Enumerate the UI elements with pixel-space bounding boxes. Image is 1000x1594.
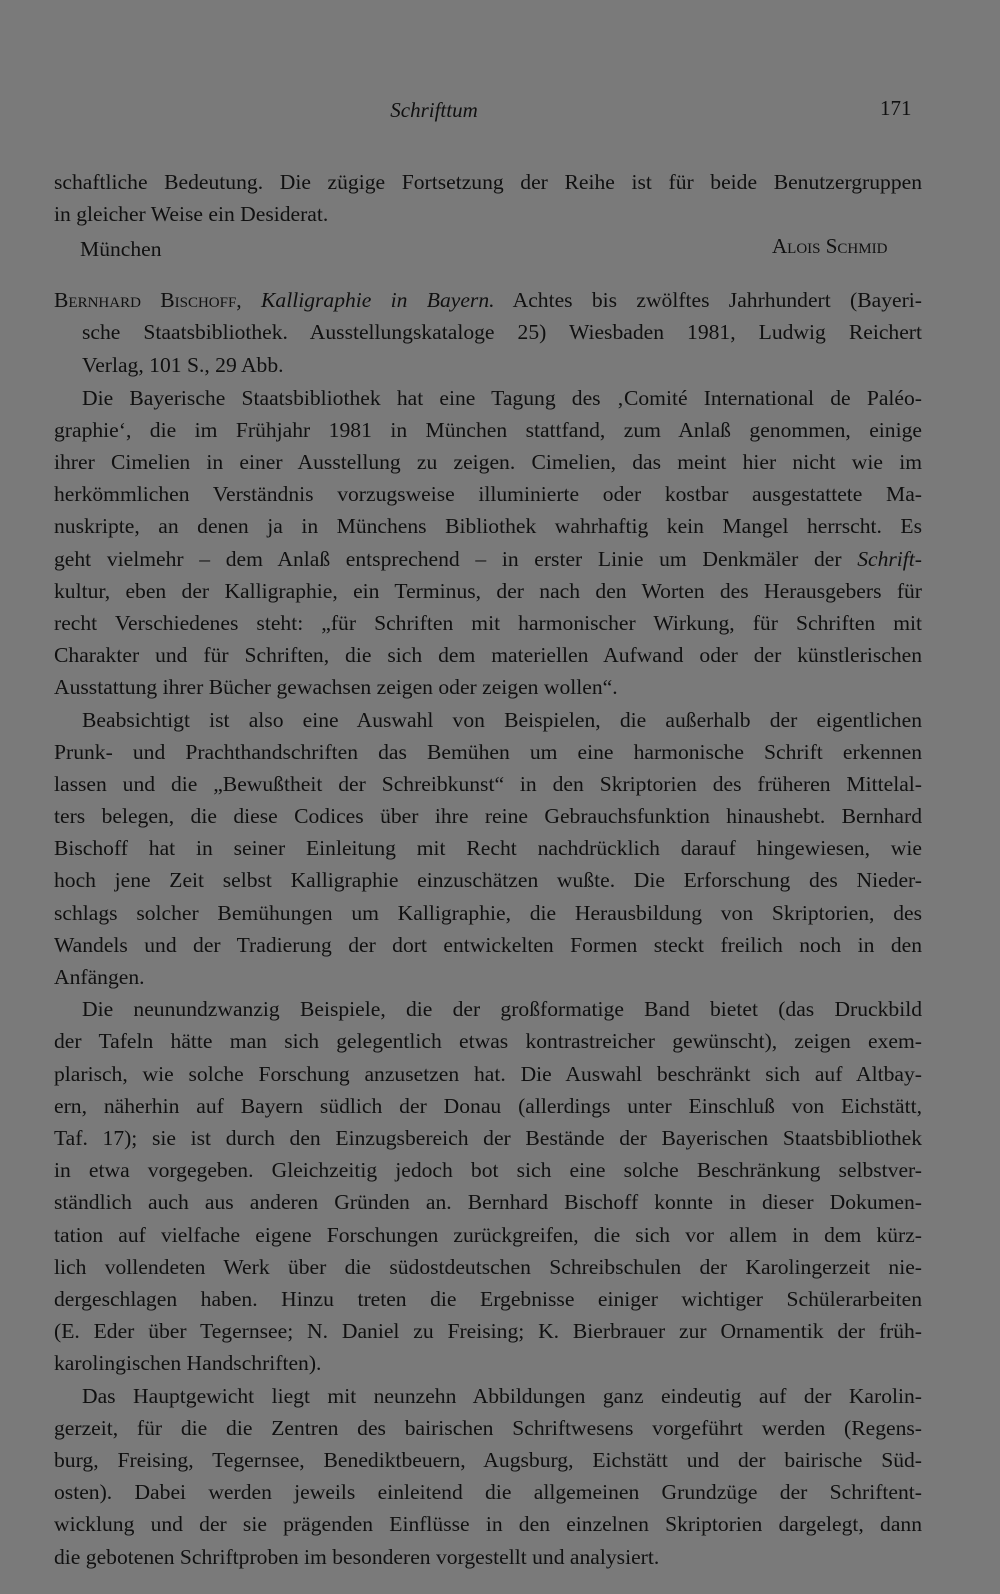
text-line: in etwa vorgegeben. Gleichzeitig jedoch bot sich eine solche Beschränkung selbstver- bbox=[54, 1158, 922, 1182]
text-line: gerzeit, für die die Zentren des bairischen Schriftwesens vorgeführt werden (Regens- bbox=[54, 1416, 922, 1440]
text-line: burg, Freising, Tegernsee, Benediktbeuern, Augsburg, Eichstätt und der bairische Süd- bbox=[54, 1448, 922, 1472]
italic-word: Schrift- bbox=[857, 547, 922, 571]
text-line: der Tafeln hätte man sich gelegentlich etwas kontrastreicher gewünscht), zeigen exem- bbox=[54, 1029, 922, 1053]
text-line: Wandels und der Tradierung der dort entwickelten Formen steckt freilich noch in den bbox=[54, 933, 922, 957]
text-line bbox=[54, 549, 922, 571]
reviewer-name: Alois Schmid bbox=[772, 234, 888, 258]
text-line: lassen und die „Bewußtheit der Schreibkunst“ in den Skriptorien des früheren Mittelal- bbox=[54, 772, 922, 796]
text-line: plarisch, wie solche Forschung anzusetzen hat. Die Auswahl beschränkt sich auf Altbay- bbox=[54, 1062, 922, 1086]
text-line: graphie‘, die im Frühjahr 1981 in München stattfand, zum Anlaß genommen, einige bbox=[54, 418, 922, 442]
citation-line: sche Staatsbibliothek. Ausstellungskataloge 25) Wiesbaden 1981, Ludwig Reichert bbox=[82, 320, 922, 344]
text-line: nuskripte, an denen ja in Münchens Bibliothek wahrhaftig kein Mangel herrscht. Es bbox=[54, 514, 922, 538]
citation-subtitle: Achtes bis zwölftes Jahrhundert (Bayeri- bbox=[494, 288, 922, 312]
text-line: hoch jene Zeit selbst Kalligraphie einzuschätzen wußte. Die Erforschung des Nieder- bbox=[54, 868, 922, 892]
text-span: geht vielmehr – dem Anlaß entsprechend – in erster Linie um Denkmäler der bbox=[54, 547, 858, 571]
text-line: herkömmlichen Verständnis vorzugsweise illuminierte oder kostbar ausgestattete Ma- bbox=[54, 482, 922, 506]
text-line: Anfängen. bbox=[54, 965, 145, 989]
text-line: Taf. 17); sie ist durch den Einzugsbereich der Bestände der Bayerischen Staatsbibliothek bbox=[54, 1126, 922, 1150]
text-line: karolingischen Handschriften). bbox=[54, 1351, 322, 1375]
text-line: Charakter und für Schriften, die sich dem materiellen Aufwand oder der künstlerischen bbox=[54, 643, 922, 667]
text-line: wicklung und der sie prägenden Einflüsse in den einzelnen Skriptorien dargelegt, dann bbox=[54, 1512, 922, 1536]
text-line: Beabsichtigt ist also eine Auswahl von Beispielen, die außerhalb der eigentlichen bbox=[82, 708, 922, 732]
text-line: Das Hauptgewicht liegt mit neunzehn Abbildungen ganz eindeutig auf der Karolin- bbox=[82, 1384, 922, 1408]
text-line: recht Verschiedenes steht: „für Schriften mit harmonischer Wirkung, für Schriften mit bbox=[54, 611, 922, 635]
text-line: in gleicher Weise ein Desiderat. bbox=[54, 202, 329, 226]
text-line: Bischoff hat in seiner Einleitung mit Recht nachdrücklich darauf hingewiesen, wie bbox=[54, 836, 922, 860]
text-line: die gebotenen Schriftproben im besonderen vorgestellt und analysiert. bbox=[54, 1545, 660, 1569]
text-line: Die neunundzwanzig Beispiele, die der großformatige Band bietet (das Druckbild bbox=[82, 997, 922, 1021]
page-number: 171 bbox=[880, 96, 912, 120]
text-line: Ausstattung ihrer Bücher gewachsen zeigen oder zeigen wollen“. bbox=[54, 675, 618, 699]
text-line: ständlich auch aus anderen Gründen an. Bernhard Bischoff konnte in dieser Dokumen- bbox=[54, 1190, 922, 1214]
text-line: ters belegen, die diese Codices über ihre reine Gebrauchsfunktion hinaushebt. Bernhard bbox=[54, 804, 922, 828]
running-head: Schrifttum bbox=[390, 98, 478, 122]
text-line: kultur, eben der Kalligraphie, ein Terminus, der nach den Worten des Herausgebers für bbox=[54, 579, 922, 603]
text-line: (E. Eder über Tegernsee; N. Daniel zu Freising; K. Bierbrauer zur Ornamentik der früh- bbox=[54, 1319, 922, 1343]
citation-line: Verlag, 101 S., 29 Abb. bbox=[82, 353, 284, 377]
citation-author: Bernhard Bischoff, bbox=[54, 288, 242, 312]
text-line: dergeschlagen haben. Hinzu treten die Ergebnisse einiger wichtiger Schülerarbeiten bbox=[54, 1287, 922, 1311]
text-line: schlags solcher Bemühungen um Kalligraphie, die Herausbildung von Skriptorien, des bbox=[54, 901, 922, 925]
text-line: schaftliche Bedeutung. Die zügige Fortsetzung der Reihe ist für beide Benutzergruppen bbox=[54, 170, 922, 194]
text-line: lich vollendeten Werk über die südostdeutschen Schreibschulen der Karolingerzeit nie- bbox=[54, 1255, 922, 1279]
review-place: München bbox=[80, 237, 162, 261]
citation-title: Kalligraphie in Bayern. bbox=[261, 288, 495, 312]
text-line: ern, näherhin auf Bayern südlich der Donau (allerdings unter Einschluß von Eichstätt, bbox=[54, 1094, 922, 1118]
text-line: tation auf vielfache eigene Forschungen zurückgreifen, die sich vor allem in dem kürz- bbox=[54, 1223, 922, 1247]
citation-line bbox=[54, 290, 922, 312]
text-line: osten). Dabei werden jeweils einleitend die allgemeinen Grundzüge der Schriftent- bbox=[54, 1480, 922, 1504]
text-line: Prunk- und Prachthandschriften das Bemühen um eine harmonische Schrift erkennen bbox=[54, 740, 922, 764]
text-line: Die Bayerische Staatsbibliothek hat eine Tagung des ‚Comité International de Paléo- bbox=[82, 386, 922, 410]
text-line: ihrer Cimelien in einer Ausstellung zu zeigen. Cimelien, das meint hier nicht wie im bbox=[54, 450, 922, 474]
